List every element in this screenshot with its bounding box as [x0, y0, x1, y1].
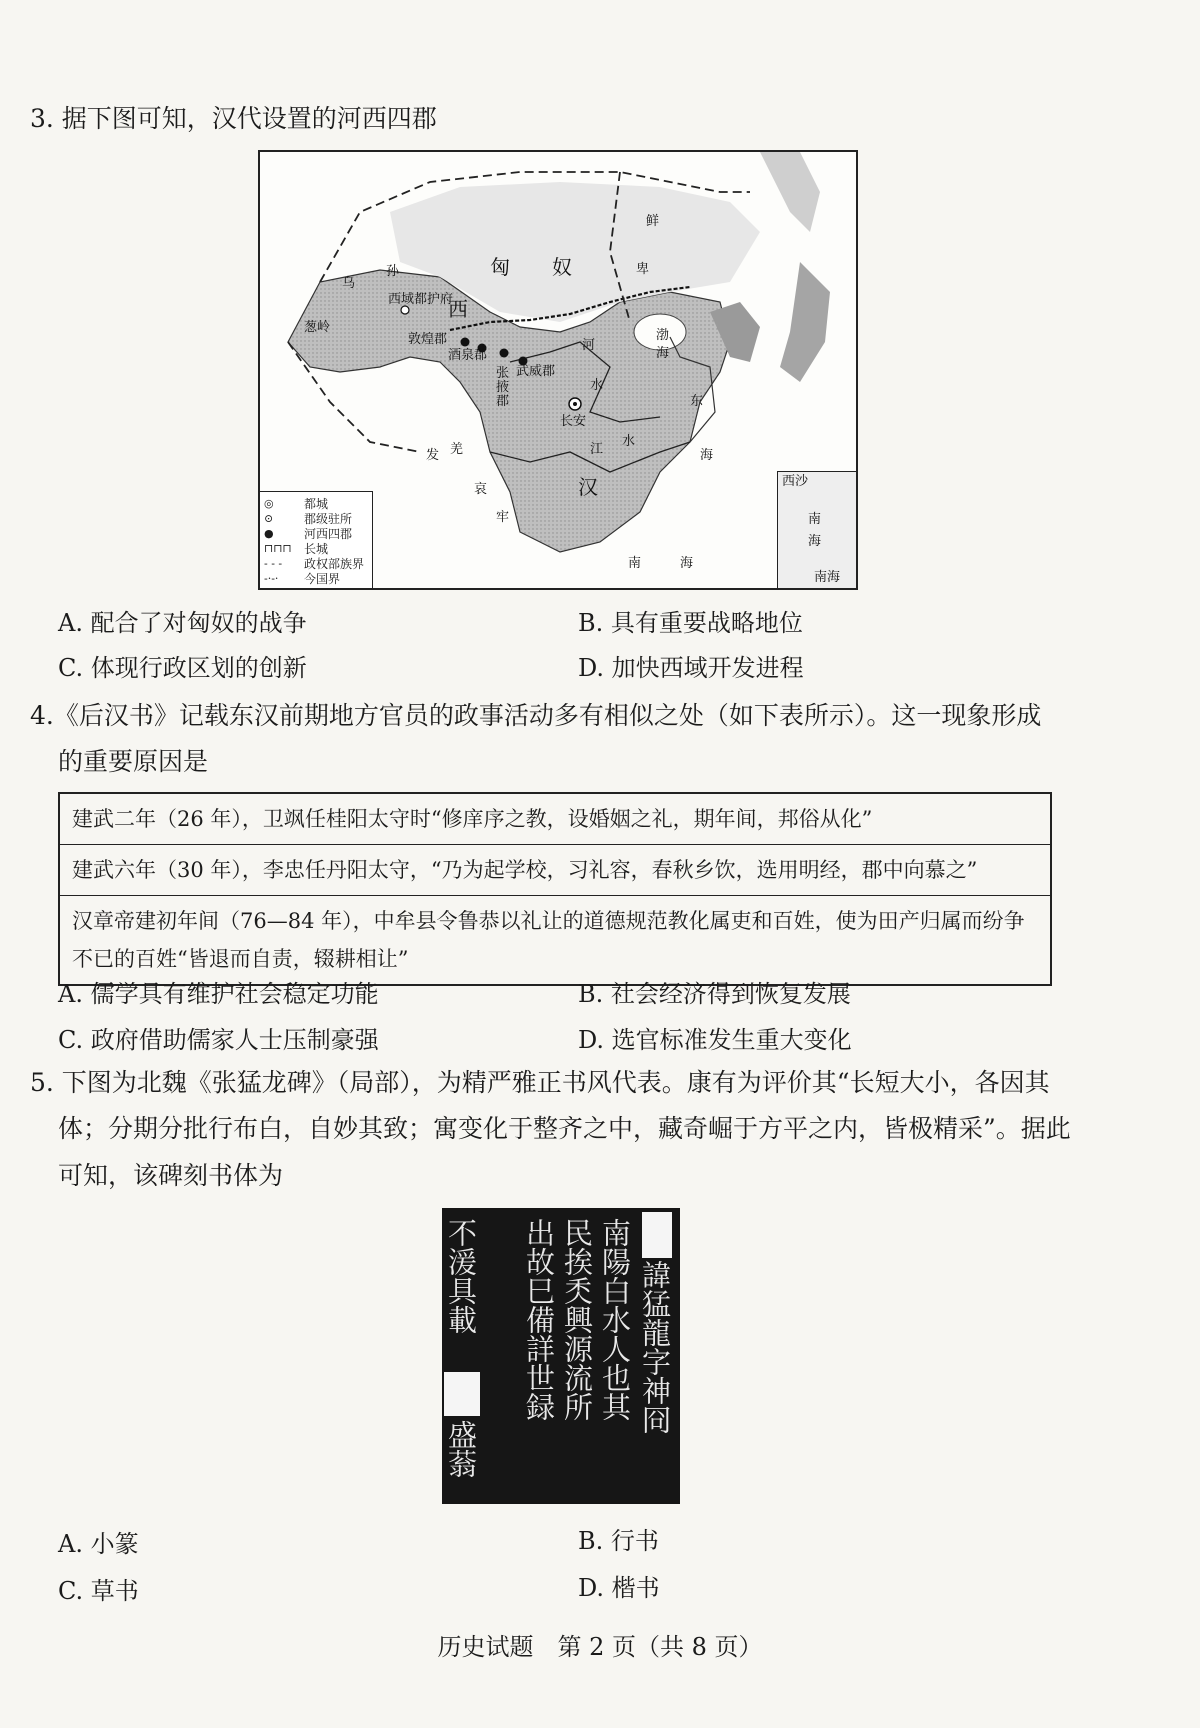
page-footer: 历史试题 第 2 页（共 8 页）: [437, 1633, 763, 1661]
table-row: [59, 845, 1051, 896]
stele-column-5: 不湲具載: [444, 1218, 478, 1334]
map-label-han: 汉: [578, 475, 598, 499]
map-label-xiongnu-2: 奴: [552, 255, 572, 279]
q3-option-b[interactable]: B. 具有重要战略地位: [578, 609, 803, 637]
map-label-ailao-1: 哀: [474, 482, 488, 497]
stele-column-3: 民挨秂興源流所: [560, 1218, 594, 1421]
map-label-zhangye-2: 掖: [496, 380, 510, 395]
map-label-wuwei: 武威郡: [516, 364, 556, 379]
q5-option-d[interactable]: D. 楷书: [578, 1574, 660, 1602]
q4-records-table: [58, 792, 1052, 986]
legend-commandery: ⊙ 郡级驻所: [264, 511, 353, 526]
table-cell: 建武六年（30 年），李忠任丹阳太守，“乃为起学校，习礼容，春秋乡饮，选用明经，郡中向慕之”: [59, 845, 1051, 896]
stele-column-1: 諱猛龍字神冏: [638, 1260, 672, 1434]
map-legend: [260, 491, 373, 588]
legend-hexi: ● 河西四郡: [264, 526, 353, 541]
map-label-bohai-1: 渤: [656, 328, 670, 343]
q4-stem-line2: 的重要原因是: [58, 747, 209, 776]
legend-border: -·-· 今国界: [264, 571, 341, 586]
map-label-jiuquan: 酒泉郡: [448, 348, 488, 363]
q3-option-d[interactable]: D. 加快西域开发进程: [578, 654, 804, 682]
map-label-wusun-2: 孙: [386, 264, 400, 279]
q3-option-c[interactable]: C. 体现行政区划的创新: [58, 654, 307, 682]
map-label-zhangye-1: 张: [496, 366, 510, 381]
inset-label-hai: 海: [808, 534, 822, 549]
inset-label-top: 西沙: [782, 474, 809, 489]
legend-wall: ⊓⊓⊓ 长城: [264, 541, 329, 556]
map-label-he: 河: [582, 338, 596, 353]
inset-label-nan: 南: [808, 512, 822, 527]
zhang-menglong-stele-rubbing: [442, 1208, 680, 1504]
table-row: [59, 793, 1051, 845]
map-label-ailao-2: 牢: [496, 510, 510, 525]
map-label-congling: 葱岭: [304, 320, 331, 335]
q5-stem-line2: 体；分期分批行布白，自妙其致；寓变化于整齐之中，藏奇崛于方平之内，皆极精采”。据此: [58, 1114, 1071, 1143]
map-label-jiang: 江: [590, 442, 604, 457]
map-label-xiongnu-1: 匈: [490, 255, 510, 279]
q4-option-a[interactable]: A. 儒学具有维护社会稳定功能: [58, 980, 379, 1008]
legend-boundary: - - - 政权部族界: [264, 556, 365, 571]
stele-column-6: 盛蓊: [444, 1420, 478, 1478]
stele-damaged-area: [642, 1212, 672, 1258]
stele-damaged-area: [444, 1372, 480, 1416]
table-cell: 汉章帝建初年间（76—84 年），中牟县令鲁恭以礼让的道德规范教化属吏和百姓，使为田产归属而纷争不已的百姓“皆退而自责，辍耕相让”: [59, 896, 1051, 986]
map-label-shui: 水: [590, 378, 604, 393]
map-label-jiang-shui: 水: [622, 434, 636, 449]
q4-option-d[interactable]: D. 选官标准发生重大变化: [578, 1026, 852, 1054]
q4-option-b[interactable]: B. 社会经济得到恢复发展: [578, 980, 851, 1008]
south-china-sea-inset: [777, 471, 856, 588]
table-cell: 建武二年（26 年），卫飒任桂阳太守时“修庠序之教，设婚姻之礼，期年间，邦俗从化”: [59, 793, 1051, 845]
han-dynasty-map: [258, 150, 858, 590]
q5-stem-line3: 可知，该碑刻书体为: [58, 1161, 284, 1190]
map-label-nanhai-2: 海: [680, 556, 694, 571]
map-label-xianbei-1: 鲜: [646, 214, 660, 229]
q5-option-a[interactable]: A. 小篆: [58, 1530, 139, 1558]
stele-column-4: 出故巳備詳世録: [522, 1218, 556, 1421]
map-label-xiyu: 西域都护府: [388, 292, 454, 307]
map-label-wusun-1: 乌: [342, 276, 356, 291]
map-label-qiang-1: 发: [426, 448, 440, 463]
map-label-nanhai-1: 南: [628, 556, 642, 571]
q3-option-a[interactable]: A. 配合了对匈奴的战争: [58, 609, 307, 637]
inset-label-bottom: 南海: [814, 570, 841, 585]
stele-column-2: 南陽白水人也其: [598, 1218, 632, 1421]
map-label-hai: 海: [700, 448, 714, 463]
map-label-dunhuang: 敦煌郡: [408, 332, 448, 347]
map-label-qiang-2: 羌: [450, 442, 464, 457]
q3-stem: 3. 据下图可知，汉代设置的河西四郡: [30, 104, 437, 133]
q5-stem-line1: 5. 下图为北魏《张猛龙碑》（局部），为精严雅正书风代表。康有为评价其“长短大小，各因其: [30, 1068, 1050, 1097]
legend-capital: ◎ 都城: [264, 496, 329, 511]
q4-stem-line1: 4.《后汉书》记载东汉前期地方官员的政事活动多有相似之处（如下表所示）。这一现象形成: [30, 701, 1042, 730]
map-label-bohai-2: 海: [656, 346, 670, 361]
map-label-xi: 西: [448, 297, 468, 321]
map-label-changan: 长安: [560, 414, 587, 429]
table-row: [59, 896, 1051, 986]
q5-option-b[interactable]: B. 行书: [578, 1527, 659, 1555]
map-label-xianbei-2: 卑: [636, 262, 650, 277]
map-label-dong: 东: [690, 394, 704, 409]
q4-option-c[interactable]: C. 政府借助儒家人士压制豪强: [58, 1026, 379, 1054]
q5-option-c[interactable]: C. 草书: [58, 1577, 139, 1605]
map-label-zhangye-3: 郡: [496, 394, 510, 409]
